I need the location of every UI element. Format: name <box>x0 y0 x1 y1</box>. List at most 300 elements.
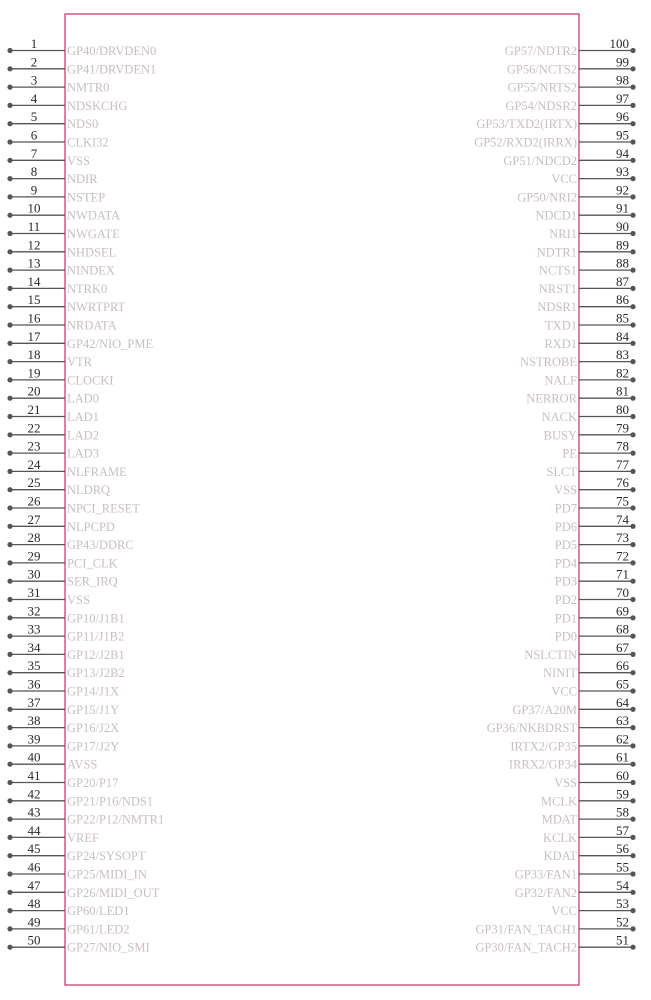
pin-endpoint <box>630 139 635 144</box>
pin-endpoint <box>630 707 635 712</box>
pin-number: 12 <box>27 237 41 253</box>
component-body <box>65 14 579 985</box>
pin-endpoint <box>7 945 12 950</box>
pin-name: NINIT <box>542 666 577 681</box>
pin-name: VSS <box>67 153 90 168</box>
pin-endpoint <box>7 890 12 895</box>
pin-endpoint <box>630 579 635 584</box>
pin-endpoint <box>630 341 635 346</box>
pin-name: NDS0 <box>67 117 99 132</box>
pin-number: 71 <box>616 566 629 582</box>
pin-number: 35 <box>27 658 41 674</box>
pin-number: 78 <box>616 438 629 454</box>
pin-number: 65 <box>616 676 629 692</box>
pin-name: VSS <box>554 776 577 790</box>
pin-name: NSLCTIN <box>524 647 577 662</box>
pin-name: GP27/NIO_SMI <box>67 940 150 955</box>
pin-endpoint <box>7 908 12 913</box>
pin-number: 58 <box>616 804 629 820</box>
pin-name: CLKI32 <box>67 135 109 150</box>
pin-name: VCC <box>551 172 577 187</box>
pin-endpoint <box>7 871 12 876</box>
pin-endpoint <box>7 707 12 712</box>
pin-number: 9 <box>30 182 38 198</box>
pin-name: NWDATA <box>67 208 121 223</box>
pin-number: 91 <box>616 200 629 216</box>
pin-endpoint <box>630 597 635 602</box>
pin-endpoint <box>630 469 635 474</box>
pin-name: NDIR <box>67 172 98 187</box>
pin-number: 37 <box>27 694 41 710</box>
pin-number: 55 <box>616 859 629 875</box>
pin-endpoint <box>7 926 12 931</box>
pin-name: GP17/J2Y <box>67 739 120 754</box>
pin-number: 92 <box>616 182 629 198</box>
pin-endpoint <box>7 743 12 748</box>
pin-name: VCC <box>551 904 577 919</box>
pin-number: 15 <box>27 292 41 308</box>
pin-number: 39 <box>27 731 41 747</box>
pin-number: 48 <box>27 896 41 912</box>
pin-number: 96 <box>616 109 629 125</box>
pin-endpoint <box>7 780 12 785</box>
pin-name: NALF <box>544 373 577 388</box>
pin-number: 45 <box>27 841 41 857</box>
pin-endpoint <box>7 542 12 547</box>
pin-name: NDSKCHG <box>67 98 128 113</box>
pin-endpoint <box>630 871 635 876</box>
pin-name: GP14/J1X <box>67 684 120 699</box>
pin-endpoint <box>7 194 12 199</box>
pin-number: 63 <box>616 713 629 729</box>
pin-name: GP56/NCTS2 <box>506 62 577 77</box>
pin-endpoint <box>630 670 635 675</box>
pin-name: GP54/NDSR2 <box>505 98 577 113</box>
pin-endpoint <box>7 158 12 163</box>
pin-endpoint <box>630 432 635 437</box>
pin-number: 27 <box>27 511 41 527</box>
pin-name: VREF <box>67 830 99 845</box>
pin-name: IRRX2/GP34 <box>508 757 577 772</box>
pin-number: 98 <box>616 72 629 88</box>
pin-name: KCLK <box>542 830 577 845</box>
pin-endpoint <box>630 798 635 803</box>
pin-endpoint <box>7 487 12 492</box>
pin-name: PD5 <box>554 538 577 553</box>
pin-name: PD1 <box>554 611 577 626</box>
pin-name: GP60/LED1 <box>67 904 130 919</box>
pin-endpoint <box>630 451 635 456</box>
pin-name: GP52/RXD2(IRRX) <box>474 135 577 150</box>
pin-endpoint <box>7 524 12 529</box>
pin-endpoint <box>7 322 12 327</box>
pin-endpoint <box>7 377 12 382</box>
pin-name: GP55/NRTS2 <box>507 80 577 95</box>
pin-number: 69 <box>616 603 629 619</box>
pin-number: 77 <box>616 456 629 472</box>
pin-endpoint <box>630 487 635 492</box>
pin-number: 53 <box>616 896 629 912</box>
pin-endpoint <box>630 890 635 895</box>
pin-name: NACK <box>541 410 577 424</box>
pin-41 <box>7 768 118 790</box>
pin-number: 22 <box>27 420 41 436</box>
pin-name: RXD1 <box>544 336 577 351</box>
pin-endpoint <box>630 66 635 71</box>
pin-endpoint <box>7 396 12 401</box>
pin-name: TXD1 <box>545 318 577 333</box>
pin-number: 100 <box>609 36 629 51</box>
pin-name: GP36/NKBDRST <box>486 721 577 736</box>
pin-endpoint <box>7 121 12 126</box>
pin-name: GP51/NDCD2 <box>503 153 577 168</box>
pin-endpoint <box>630 853 635 858</box>
pin-name: NINDEX <box>67 263 115 278</box>
pin-number: 93 <box>616 164 629 180</box>
pin-name: SLCT <box>546 464 577 479</box>
pin-name: NDSR1 <box>537 300 577 315</box>
pin-number: 72 <box>616 548 629 564</box>
pin-number: 23 <box>27 438 41 454</box>
pin-number: 49 <box>27 914 41 930</box>
pin-endpoint <box>630 304 635 309</box>
pin-endpoint <box>7 451 12 456</box>
pin-endpoint <box>7 66 12 71</box>
pin-endpoint <box>630 762 635 767</box>
pin-name: MCLK <box>540 794 577 809</box>
pin-number: 18 <box>27 347 41 363</box>
pin-endpoint <box>630 542 635 547</box>
pin-endpoint <box>630 652 635 657</box>
pin-number: 44 <box>27 822 41 838</box>
pin-endpoint <box>630 615 635 620</box>
pin-number: 5 <box>30 109 38 125</box>
pin-name: NDCD1 <box>535 208 577 223</box>
pin-number: 25 <box>27 475 41 491</box>
pin-number: 10 <box>27 200 41 216</box>
pin-name: PCI_CLK <box>67 556 118 571</box>
pin-number: 66 <box>616 658 629 674</box>
pin-number: 75 <box>616 493 629 509</box>
pin-endpoint <box>630 194 635 199</box>
pin-endpoint <box>7 652 12 657</box>
pin-endpoint <box>7 139 12 144</box>
pin-endpoint <box>7 268 12 273</box>
pin-endpoint <box>7 469 12 474</box>
pin-name: PE <box>562 446 577 461</box>
pin-number: 19 <box>27 365 41 381</box>
pin-endpoint <box>7 304 12 309</box>
pin-name: GP25/MIDI_IN <box>67 867 147 882</box>
pin-endpoint <box>630 286 635 291</box>
pin-number: 13 <box>27 255 41 271</box>
pin-name: NRDATA <box>67 318 117 333</box>
pin-endpoint <box>7 231 12 236</box>
pin-number: 30 <box>27 566 41 582</box>
pin-number: 85 <box>616 310 629 326</box>
pin-name: IRTX2/GP35 <box>510 739 577 754</box>
pin-number: 89 <box>616 237 629 253</box>
pin-number: 50 <box>27 932 41 948</box>
pin-endpoint <box>630 85 635 90</box>
pin-endpoint <box>7 762 12 767</box>
pin-name: GP26/MIDI_OUT <box>67 885 160 900</box>
pin-endpoint <box>7 634 12 639</box>
pin-number: 42 <box>27 786 41 802</box>
pin-name: NLFRAME <box>67 464 127 479</box>
pin-endpoint <box>630 908 635 913</box>
pin-number: 31 <box>27 585 41 600</box>
left-pin-group <box>7 36 164 955</box>
pin-name: GP43/DDRC <box>67 538 134 553</box>
pin-number: 41 <box>27 768 41 783</box>
pin-name: VCC <box>551 684 577 699</box>
pin-name: GP30/FAN_TACH2 <box>475 940 577 955</box>
pin-19 <box>7 365 113 387</box>
pin-number: 74 <box>616 511 629 527</box>
pin-name: NSTROBE <box>520 355 577 370</box>
pin-name: NTRK0 <box>67 281 108 296</box>
pin-name: GP22/P12/NMTR1 <box>67 812 165 827</box>
pin-number: 2 <box>30 54 38 70</box>
pin-name: GP15/J1Y <box>67 702 120 717</box>
pin-endpoint <box>7 286 12 291</box>
pin-endpoint <box>7 341 12 346</box>
pin-number: 64 <box>616 694 629 710</box>
pin-endpoint <box>630 121 635 126</box>
pin-number: 4 <box>30 90 38 106</box>
pin-number: 80 <box>616 402 629 417</box>
pin-endpoint <box>7 597 12 602</box>
pin-name: LAD1 <box>67 410 99 424</box>
pin-number: 40 <box>27 749 41 765</box>
pin-endpoint <box>630 817 635 822</box>
pin-endpoint <box>7 798 12 803</box>
pin-name: NCTS1 <box>538 263 577 278</box>
pin-name: NPCI_RESET <box>67 501 140 516</box>
pin-name: AVSS <box>67 757 98 772</box>
pin-name: BUSY <box>543 428 577 443</box>
pin-number: 95 <box>616 127 629 143</box>
pin-number: 8 <box>30 164 38 180</box>
pin-endpoint <box>630 634 635 639</box>
pin-name: GP42/NIO_PME <box>67 336 154 351</box>
pin-name: NHDSEL <box>67 245 117 260</box>
pin-endpoint <box>630 835 635 840</box>
pin-number: 59 <box>616 786 629 802</box>
pin-number: 67 <box>616 639 629 655</box>
pin-endpoint <box>630 945 635 950</box>
pin-name: NLPCPD <box>67 519 115 534</box>
pin-number: 11 <box>27 219 41 234</box>
pin-number: 29 <box>27 548 41 564</box>
pin-name: LAD3 <box>67 446 99 461</box>
pin-number: 38 <box>27 713 41 729</box>
pin-name: NSTEP <box>67 190 106 205</box>
pin-endpoint <box>7 213 12 218</box>
pin-number: 51 <box>616 932 629 948</box>
pin-number: 79 <box>616 420 629 436</box>
pin-number: 97 <box>616 90 629 106</box>
pin-name: LAD2 <box>67 428 99 443</box>
pin-name: VSS <box>67 593 90 607</box>
pin-endpoint <box>7 688 12 693</box>
pin-number: 99 <box>616 54 629 70</box>
pin-endpoint <box>7 615 12 620</box>
pin-endpoint <box>630 322 635 327</box>
pin-endpoint <box>7 835 12 840</box>
pin-name: PD2 <box>554 593 577 607</box>
pin-name: KDAT <box>543 849 577 864</box>
pin-name: GP24/SYSOPT <box>67 849 146 864</box>
pin-name: GP61/LED2 <box>67 922 130 937</box>
pin-endpoint <box>630 396 635 401</box>
pin-number: 14 <box>27 273 41 289</box>
pin-name: GP12/J2B1 <box>67 647 125 662</box>
pin-name: GP33/FAN1 <box>514 867 577 882</box>
pin-number: 1 <box>30 36 38 51</box>
pin-endpoint <box>630 780 635 785</box>
pin-name: CLOCKI <box>67 373 114 388</box>
pin-name: GP41/DRVDEN1 <box>67 62 157 77</box>
pin-number: 46 <box>27 859 41 875</box>
pin-number: 86 <box>616 292 629 308</box>
pin-number: 68 <box>616 621 629 637</box>
pin-number: 94 <box>616 145 629 161</box>
pin-endpoint <box>7 103 12 108</box>
pin-number: 28 <box>27 530 41 546</box>
pin-number: 47 <box>27 877 41 893</box>
pin-name: PD6 <box>554 519 577 534</box>
pin-number: 26 <box>27 493 41 509</box>
pin-number: 81 <box>616 383 629 399</box>
pin-name: VSS <box>554 483 577 498</box>
pin-number: 87 <box>616 273 629 289</box>
pin-number: 52 <box>616 914 629 930</box>
pin-name: PD3 <box>554 574 577 589</box>
pin-number: 6 <box>30 127 38 143</box>
pin-endpoint <box>7 432 12 437</box>
pin-number: 61 <box>616 749 629 765</box>
right-pin-group <box>474 36 635 955</box>
pin-name: NERROR <box>526 391 577 406</box>
pin-endpoint <box>630 688 635 693</box>
pin-number: 83 <box>616 347 629 363</box>
pin-number: 54 <box>616 877 629 893</box>
pin-endpoint <box>630 414 635 419</box>
pin-endpoint <box>630 268 635 273</box>
pin-endpoint <box>630 48 635 53</box>
pin-endpoint <box>630 103 635 108</box>
pin-number: 34 <box>27 639 41 655</box>
pin-name: SER_IRQ <box>67 574 118 589</box>
pin-endpoint <box>630 213 635 218</box>
pin-name: GP32/FAN2 <box>514 885 577 900</box>
pin-endpoint <box>7 48 12 53</box>
pin-endpoint <box>630 743 635 748</box>
pin-endpoint <box>7 560 12 565</box>
pin-name: PD7 <box>554 501 577 516</box>
pin-number: 73 <box>616 530 629 546</box>
pin-endpoint <box>7 817 12 822</box>
pin-name: GP11/J1B2 <box>67 629 125 644</box>
pin-number: 90 <box>616 219 629 234</box>
pin-number: 84 <box>616 328 629 344</box>
pin-number: 36 <box>27 676 41 692</box>
pin-name: GP40/DRVDEN0 <box>67 44 157 58</box>
pin-number: 32 <box>27 603 41 619</box>
pin-name: GP50/NRI2 <box>517 190 577 205</box>
pin-name: PD4 <box>554 556 577 571</box>
pin-name: GP21/P16/NDS1 <box>67 794 154 809</box>
pin-number: 82 <box>616 365 629 381</box>
pin-endpoint <box>630 725 635 730</box>
pin-endpoint <box>630 377 635 382</box>
pin-number: 7 <box>30 145 38 161</box>
pin-number: 21 <box>27 402 41 417</box>
pin-name: GP10/J1B1 <box>67 611 125 626</box>
pin-endpoint <box>630 524 635 529</box>
pin-name: NRI1 <box>549 227 577 241</box>
pin-name: NMTR0 <box>67 80 110 95</box>
pin-endpoint <box>630 359 635 364</box>
pin-endpoint <box>630 158 635 163</box>
pin-name: GP57/NDTR2 <box>504 44 577 58</box>
pin-name: NDTR1 <box>536 245 577 260</box>
pin-number: 24 <box>27 456 41 472</box>
pin-number: 62 <box>616 731 629 747</box>
pin-endpoint <box>630 176 635 181</box>
pin-number: 70 <box>616 585 629 600</box>
pin-number: 17 <box>27 328 41 344</box>
pin-endpoint <box>7 853 12 858</box>
pin-name: LAD0 <box>67 391 99 406</box>
pin-number: 56 <box>616 841 629 857</box>
pin-endpoint <box>7 414 12 419</box>
pin-endpoint <box>7 505 12 510</box>
pin-number: 43 <box>27 804 41 820</box>
pin-endpoint <box>630 231 635 236</box>
pin-name: NLDRQ <box>67 483 111 498</box>
pin-endpoint <box>630 505 635 510</box>
pin-endpoint <box>7 85 12 90</box>
pin-endpoint <box>630 926 635 931</box>
pin-name: GP53/TXD2(IRTX) <box>476 117 577 132</box>
pin-name: NRST1 <box>538 281 577 296</box>
pin-name: NWGATE <box>67 227 120 241</box>
pin-1 <box>7 36 156 58</box>
pin-endpoint <box>7 359 12 364</box>
pin-name: GP16/J2X <box>67 721 120 736</box>
pin-number: 20 <box>27 383 41 399</box>
pin-number: 33 <box>27 621 41 637</box>
pin-endpoint <box>7 670 12 675</box>
pin-name: GP37/A20M <box>512 702 577 717</box>
pin-name: NWRTPRT <box>67 300 126 315</box>
pin-number: 76 <box>616 475 629 491</box>
pin-endpoint <box>7 249 12 254</box>
pin-number: 88 <box>616 255 629 271</box>
pin-name: MDAT <box>541 812 577 827</box>
pin-name: GP13/J2B2 <box>67 666 125 681</box>
pin-name: PD0 <box>554 629 577 644</box>
pin-name: VTR <box>67 355 92 370</box>
pin-endpoint <box>630 560 635 565</box>
pin-endpoint <box>7 176 12 181</box>
pin-number: 57 <box>616 822 629 838</box>
pin-name: GP20/P17 <box>67 776 119 790</box>
pin-endpoint <box>7 725 12 730</box>
